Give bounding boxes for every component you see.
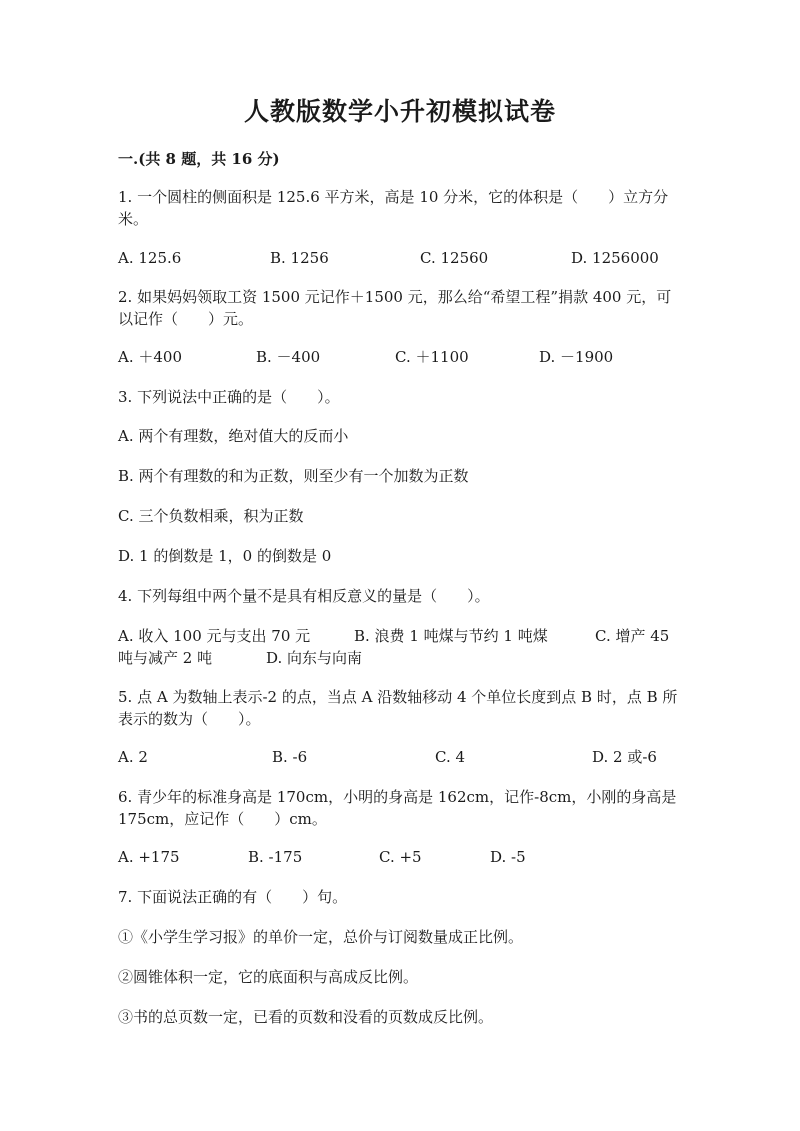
question-4-options-line-1 <box>118 625 684 647</box>
q2-option-b[interactable]: B. －400 <box>256 348 321 366</box>
question-5-stem: 5. 点 A 为数轴上表示-2 的点，当点 A 沿数轴移动 4 个单位长度到点 B 时，点 B 所表示的数为（ ）。 <box>118 688 678 728</box>
question-2-options <box>118 346 684 368</box>
q4-option-c-part-1[interactable]: C. 增产 45 <box>595 627 670 645</box>
q6-option-c[interactable]: C. +5 <box>379 848 422 866</box>
question-6-stem: 6. 青少年的标准身高是 170cm，小明的身高是 162cm，记作-8cm，小刚的身高是 175cm，应记作（ ）cm。 <box>118 788 677 828</box>
question-7-stem: 7. 下面说法正确的有（ ）句。 <box>118 888 348 906</box>
q6-option-b[interactable]: B. -175 <box>248 848 303 866</box>
q5-option-a[interactable]: A. 2 <box>118 748 148 766</box>
q1-option-a[interactable]: A. 125.6 <box>118 249 182 267</box>
q6-option-a[interactable]: A. +175 <box>118 848 180 866</box>
q4-option-c-part-2[interactable]: 吨与减产 2 吨 <box>118 649 213 667</box>
question-6-options <box>118 846 684 868</box>
question-4-stem: 4. 下列每组中两个量不是具有相反意义的量是（ ）。 <box>118 587 490 605</box>
q5-option-d[interactable]: D. 2 或-6 <box>592 748 657 766</box>
q5-option-c[interactable]: C. 4 <box>435 748 466 766</box>
question-5-options <box>118 746 684 768</box>
question-2-stem: 2. 如果妈妈领取工资 1500 元记作＋1500 元，那么给“希望工程”捐款 400 元，可以记作（ ）元。 <box>118 288 672 328</box>
q2-option-c[interactable]: C. ＋1100 <box>395 348 469 366</box>
q7-statement-1: ①《小学生学习报》的单价一定，总价与订阅数量成正比例。 <box>118 928 524 946</box>
q3-option-a[interactable]: A. 两个有理数，绝对值大的反而小 <box>118 427 349 445</box>
q4-option-a[interactable]: A. 收入 100 元与支出 70 元 <box>118 627 311 645</box>
question-3-stem: 3. 下列说法中正确的是（ ）。 <box>118 388 340 406</box>
q3-option-c[interactable]: C. 三个负数相乘，积为正数 <box>118 507 304 525</box>
section-heading: 一.(共 8 题，共 16 分) <box>118 150 280 168</box>
question-1-stem: 1. 一个圆柱的侧面积是 125.6 平方米，高是 10 分米，它的体积是（ ）立方分米。 <box>118 188 669 228</box>
q7-statement-3: ③书的总页数一定，已看的页数和没看的页数成反比例。 <box>118 1008 494 1026</box>
q6-option-d[interactable]: D. -5 <box>490 848 526 866</box>
q3-option-b[interactable]: B. 两个有理数的和为正数，则至少有一个加数为正数 <box>118 467 469 485</box>
q1-option-d[interactable]: D. 1256000 <box>571 249 659 267</box>
q1-option-b[interactable]: B. 1256 <box>270 249 329 267</box>
page-title: 人教版数学小升初模拟试卷 <box>243 97 556 126</box>
q2-option-a[interactable]: A. ＋400 <box>118 348 182 366</box>
q7-statement-2: ②圆锥体积一定，它的底面积与高成反比例。 <box>118 968 419 986</box>
question-1-options <box>118 247 684 269</box>
q5-option-b[interactable]: B. -6 <box>272 748 308 766</box>
q4-option-b[interactable]: B. 浪费 1 吨煤与节约 1 吨煤 <box>354 627 548 645</box>
q2-option-d[interactable]: D. －1900 <box>539 348 614 366</box>
q1-option-c[interactable]: C. 12560 <box>420 249 489 267</box>
question-4-options-line-2 <box>118 647 684 669</box>
q3-option-d[interactable]: D. 1 的倒数是 1，0 的倒数是 0 <box>118 547 332 565</box>
q4-option-d[interactable]: D. 向东与向南 <box>266 649 363 667</box>
